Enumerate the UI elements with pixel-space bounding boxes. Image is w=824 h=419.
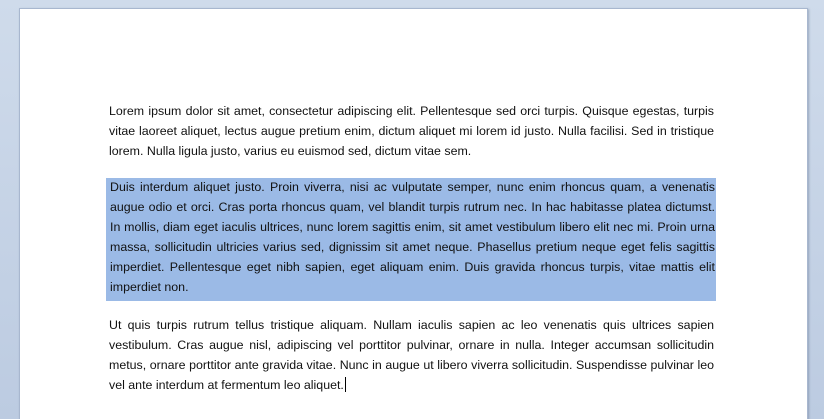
paragraph-1[interactable]: Lorem ipsum dolor sit amet, consectetur adipiscing elit. Pellentesque sed orci turpis. Quisque egestas, turpis vitae laoreet aliquet, lectus augue pretium enim, dictum aliquet mi lorem id justo. Nulla facilisi. Sed in tristique lorem. Nulla ligula justo, varius eu euismod sed, dictum vitae sem. bbox=[109, 104, 714, 158]
document-page[interactable] bbox=[19, 8, 808, 419]
text-cursor bbox=[345, 377, 346, 392]
paragraph-3[interactable] bbox=[109, 315, 714, 395]
paragraph-3-text: Ut quis turpis rutrum tellus tristique aliquam. Nullam iaculis sapien ac leo venenatis quis ultrices sapien vestibulum. Cras augue nisl, adipiscing vel porttitor pulvinar, ornare in nulla. Integer accumsan sollicitudin metus, ornare porttitor ante gravida vitae. Nunc in augue ut libero viverra sollicitudin. Suspendisse pulvinar leo vel ante interdum at fermentum leo aliquet. bbox=[109, 318, 714, 392]
paragraph-2-selected[interactable] bbox=[106, 177, 720, 297]
paragraph-2-text: Duis interdum aliquet justo. Proin viverra, nisi ac vulputate semper, nunc enim rhoncus quam, a venenatis augue odio et orci. Cras porta rhoncus quam, vel blandit turpis rutrum nec. In hac habitasse platea dictumst. In mollis, diam eget iaculis ultrices, nunc lorem sagittis enim, sit amet vestibulum libero elit nec mi. Proin urna massa, sollicitudin ultricies varius sed, dignissim sit amet neque. Phasellus pretium neque eget felis sagittis imperdiet. Pellentesque eget nibh sapien, eget aliquam enim. Duis gravida rhoncus turpis, vitae mattis elit imperdiet non. bbox=[110, 180, 715, 294]
